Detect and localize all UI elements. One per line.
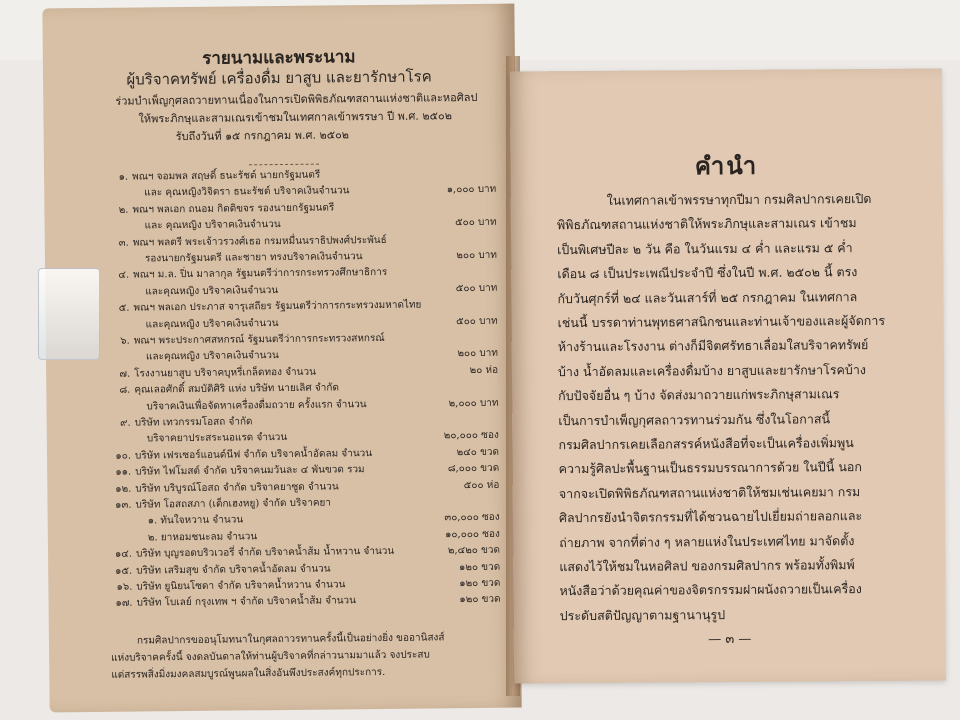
donor-entry xyxy=(108,576,500,594)
entry-text: บริษัท เสริมสุข จำกัด บริจาคน้ำอัดลม จำนวน xyxy=(136,563,331,577)
preface-line: กรมศิลปากรเคยเลือกสรรค์หนังสือที่จะเป็นเครื่องเพิ่มพูน xyxy=(558,435,854,453)
entry-number: ๑๐. xyxy=(115,450,132,462)
donor-entry xyxy=(107,461,499,479)
donor-entry xyxy=(105,281,497,299)
entry-text: โรงงานยาสูบ บริจาคบุหรี่เกล็ดทอง จำนวน xyxy=(134,366,316,380)
entry-text: พณฯ พลเอก ประภาส จารุเสถียร รัฐมนตรีว่าการกระทรวงมหาดไทย xyxy=(133,299,422,314)
preface-line: เป็นพิเศษปีละ ๒ วัน คือ ในวันแรม ๔ ค่ำ และแรม ๕ ค่ำ xyxy=(557,239,853,257)
entry-number: ๗. xyxy=(119,368,131,380)
entry-amount: ๑๒๐ ขวด xyxy=(458,561,501,573)
donor-entry xyxy=(105,231,497,249)
entry-number: ๖. xyxy=(120,335,130,347)
intro-line: ร่วมบำเพ็ญกุศลถวายทานเนื่องในการเปิดพิพิธภัณฑสถานแห่งชาติและหอศิลป xyxy=(115,90,478,108)
entry-number: ๑. xyxy=(118,171,129,183)
footer-line: แห่งบริจาคครั้งนี้ จงดลบันดาลให้ท่านผู้บริจาคที่กล่าวนามมาแล้ว จงประสบ xyxy=(111,649,430,664)
entry-amount: ๒๐๐ บาท xyxy=(456,249,497,262)
entry-text: บริษัท โอสถสภา (เต็กเฮงหยู) จำกัด บริจาคยา xyxy=(135,497,332,511)
entry-amount: ๕๐๐ ห่อ xyxy=(463,479,500,491)
preface-line: กับวันศุกร์ที่ ๒๔ และวันเสาร์ที่ ๒๕ กรกฎาคม ในเทศกาล xyxy=(557,288,858,306)
entry-amount: ๒๔๐ ขวด xyxy=(456,446,500,458)
preface-line: จากจะเปิดพิพิธภัณฑสถานแห่งชาติให้ชมเช่นเคยมา กรม xyxy=(558,483,861,501)
preface-line: เช่นนี้ บรรดาท่านพุทธศาสนิกชนและท่านเจ้าของและผู้จัดการ xyxy=(557,312,886,331)
entry-text: บริษัท บุญรอดบริวเวอรี่ จำกัด บริจาคน้ำส้ม น้ำหวาน จำนวน xyxy=(135,546,395,560)
entry-number: ๑๔. xyxy=(114,548,133,560)
donor-entry xyxy=(107,445,499,463)
preface-line: แสดงไว้ให้ชมในหอศิลป ของกรมศิลปากร พร้อมทั้งพิมพ์ xyxy=(559,557,855,575)
preface-line: บ้าง น้ำอัดลมและเครื่องดื่มบ้าง ยาสูบและยารักษาโรคบ้าง xyxy=(557,361,866,379)
entry-text: และคุณหญิง บริจาคเงินจำนวน xyxy=(145,317,279,331)
entry-text: พณฯ จอมพล สฤษดิ์ ธนะรัชต์ นายกรัฐมนตรี xyxy=(132,169,321,183)
donor-entry xyxy=(106,346,498,364)
entry-amount: ๕๐๐ บาท xyxy=(455,216,497,229)
page-number: — ๓ — xyxy=(708,631,752,648)
preface-line: เป็นการบำเพ็ญกุศลถาวรทานร่วมกัน ซึ่งในโอกาสนี้ xyxy=(558,410,831,428)
preface-line: ห้างร้านและโรงงาน ต่างก็มีจิตศรัทธาเลื่อมใสบริจาคทรัพย์ xyxy=(557,337,869,355)
entry-amount: ๒๐ ห่อ xyxy=(469,364,499,376)
donor-entry xyxy=(108,592,500,610)
entry-text: ๒. ยาหอมชนะลม จำนวน xyxy=(147,531,258,544)
donor-entry xyxy=(107,494,499,512)
entry-text: พณฯ พลตรี พระเจ้าวรวงศ์เธอ กรมหมื่นนราธิปพงศ์ประพันธ์ xyxy=(132,234,387,249)
entry-number: ๑๖. xyxy=(116,581,133,593)
entry-amount: ๑,๐๐๐ บาท xyxy=(446,184,497,196)
donor-list-title: รายนามและพระนาม xyxy=(202,47,356,69)
entry-text: และ คุณหญิง บริจาคเงินจำนวน xyxy=(144,219,281,232)
entry-amount: ๘,๐๐๐ ขวด xyxy=(447,462,500,475)
donor-entry xyxy=(104,199,496,217)
entry-amount: ๕๐๐ บาท xyxy=(455,282,498,294)
donor-entry xyxy=(105,248,497,266)
intro-line: ให้พระภิกษุและสามเณรเข้าชมในเทศกาลเข้าพรรษา ปี พ.ศ. ๒๕๐๒ xyxy=(138,109,452,126)
donor-entry xyxy=(106,395,498,413)
entry-text: บริจาคยาประสระนอแรด จำนวน xyxy=(146,432,288,445)
preface-line: ในเทศกาลเข้าพรรษาทุกปีมา กรมศิลปากรเคยเปิด xyxy=(606,190,872,208)
entry-amount: ๕๐๐ บาท xyxy=(456,315,498,327)
preface-line: ความรู้ศิลปะพื้นฐานเป็นธรรมบรรณาการด้วย ในปีนี้ นอก xyxy=(558,459,863,477)
entry-number: ๙. xyxy=(120,417,131,429)
entry-number: ๓. xyxy=(118,237,129,249)
entry-amount: ๒,๐๐๐ บาท xyxy=(448,397,499,409)
preface-title: คำนำ xyxy=(694,150,759,181)
donor-entry xyxy=(108,510,500,528)
entry-text: บริษัท เทวกรรมโอสถ จำกัด xyxy=(134,416,253,429)
entry-number: ๒. xyxy=(118,204,129,216)
entry-number: ๑๗. xyxy=(115,597,133,610)
left-page xyxy=(42,4,521,713)
entry-text: บริษัท บริบูรณ์โอสถ จำกัด บริจาคยาซูด จำนวน xyxy=(135,481,339,495)
donor-list-subtitle: ผู้บริจาคทรัพย์ เครื่องดื่ม ยาสูบ และยารักษาโรค xyxy=(126,67,432,89)
entry-number: ๔. xyxy=(118,269,130,282)
entry-number: ๑๒. xyxy=(115,483,132,495)
preface-line: เดือน ๘ เป็นประเพณีประจำปี ซึ่งในปี พ.ศ. ๒๕๐๒ นี้ ตรง xyxy=(557,264,858,282)
donor-entry xyxy=(108,543,500,561)
donor-entry xyxy=(107,477,499,495)
entry-text: รองนายกรัฐมนตรี และชายา ทรงบริจาคเงินจำนวน xyxy=(144,251,363,265)
donor-entry xyxy=(106,313,498,331)
entry-text: และ คุณหญิงวิจิตรา ธนะรัชต์ บริจาคเงินจำนวน xyxy=(144,185,350,199)
entry-amount: ๑๐,๐๐๐ ซอง xyxy=(445,528,500,541)
entry-text: พณฯ พลเอก ถนอม กิตติขจร รองนายกรัฐมนตรี xyxy=(132,202,335,216)
right-page xyxy=(510,68,946,683)
entry-number: ๑๕. xyxy=(115,565,133,577)
donor-entry xyxy=(106,363,498,381)
entry-amount: ๓๐,๐๐๐ ซอง xyxy=(444,512,500,524)
entry-amount: ๒๐,๐๐๐ ซอง xyxy=(443,430,499,442)
preface-line: พิพิธภัณฑสถานแห่งชาติให้พระภิกษุและสามเณร เข้าชม xyxy=(556,215,857,233)
preface-line: กับปัจจัยอื่น ๆ บ้าง จัดส่งมาถวายแก่พระภิกษุสามเณร xyxy=(558,386,840,404)
entry-amount: ๒,๔๒๐ ขวด xyxy=(447,544,501,557)
entry-number: ๘. xyxy=(119,384,131,396)
open-book xyxy=(38,6,950,710)
entry-amount: ๑๒๐ ขวด xyxy=(459,594,501,606)
entry-number: ๕. xyxy=(118,302,130,314)
donor-entry xyxy=(104,182,496,200)
donor-entry xyxy=(105,264,497,282)
entry-text: พณฯ พระประกาศสหกรณ์ รัฐมนตรีว่าการกระทรวงสหกรณ์ xyxy=(133,332,385,347)
preface-line: ประดับสติปัญญาตามฐานานุรูป xyxy=(559,606,726,623)
entry-text: และคุณหญิง บริจาคเงินจำนวน xyxy=(145,350,279,363)
preface-line: หนังสือว่าด้วยคุณค่าของจิตรกรรมฝาผนังถวายเป็นเครื่อง xyxy=(559,581,862,599)
entry-number: ๑๓. xyxy=(115,499,132,511)
entry-amount: ๑๒๐ ขวด xyxy=(459,577,501,590)
entry-number: ๑๑. xyxy=(115,466,132,478)
preface-line: ถ่ายภาพ จากที่ต่าง ๆ หลายแห่งในประเทศไทย มาจัดตั้ง xyxy=(559,532,855,550)
donor-entry xyxy=(104,166,496,184)
entry-text: บริษัท ยูนิยนโซดา จำกัด บริจาคน้ำหวาน จำนวน xyxy=(136,579,346,593)
page-holder-clip xyxy=(38,268,100,360)
footer-line: กรมศิลปากรขออนุโมทนาในกุศลถาวรทานครั้งนี้เป็นอย่างยิ่ง ขออานิสงส์ xyxy=(136,632,445,647)
entry-text: และคุณหญิง บริจาคเงินจำนวน xyxy=(145,284,279,298)
donor-entry xyxy=(108,527,500,545)
entry-text: บริษัท โบเลย์ กรุงเทพ ฯ จำกัด บริจาคน้ำส้ม จำนวน xyxy=(136,595,357,609)
entry-text: บริจาคเงินเพื่อจัดหาเครื่องดื่มถวาย ครั้งแรก จำนวน xyxy=(146,398,367,413)
entry-amount: ๒๐๐ บาท xyxy=(457,348,499,360)
entry-text: คุณเลอศักดิ์ สมบัติศิริ แห่ง บริษัท นายเลิศ จำกัด xyxy=(134,382,340,396)
entry-text: พณฯ ม.ล. ปิ่น มาลากุล รัฐมนตรีว่าการกระทรวงศึกษาธิการ xyxy=(133,267,388,281)
preface-line: ศิลปากรยังนำจิตรกรรมที่ได้ชวนฉายไปเยี่ยมถ่ายลอกและ xyxy=(558,508,863,526)
donor-entry xyxy=(105,297,497,315)
divider xyxy=(249,164,319,166)
donor-entry xyxy=(105,215,497,233)
donor-entry xyxy=(106,330,498,348)
entry-text: บริษัท ไฟโมสต์ จำกัด บริจาคนมวันละ ๔ พันขวด รวม xyxy=(135,464,365,478)
footer-line: แต่สรรพสิ่งมิ่งมงคลสมบูรณ์พูนผลในสิ่งอันพึงประสงค์ทุกประการ. xyxy=(111,666,386,681)
intro-line: รับถึงวันที่ ๑๕ กรกฎาคม พ.ศ. ๒๕๐๒ xyxy=(175,128,350,144)
donor-entry xyxy=(107,412,499,430)
entry-text: บริษัท เฟรเซอร์แอนด์นีฟ จำกัด บริจาคน้ำอัดลม จำนวน xyxy=(134,447,373,462)
entry-text: ๑. ทันใจหวาน จำนวน xyxy=(147,514,244,527)
donor-entry xyxy=(107,428,499,446)
donor-entry xyxy=(108,559,500,577)
donor-entry xyxy=(106,379,498,397)
